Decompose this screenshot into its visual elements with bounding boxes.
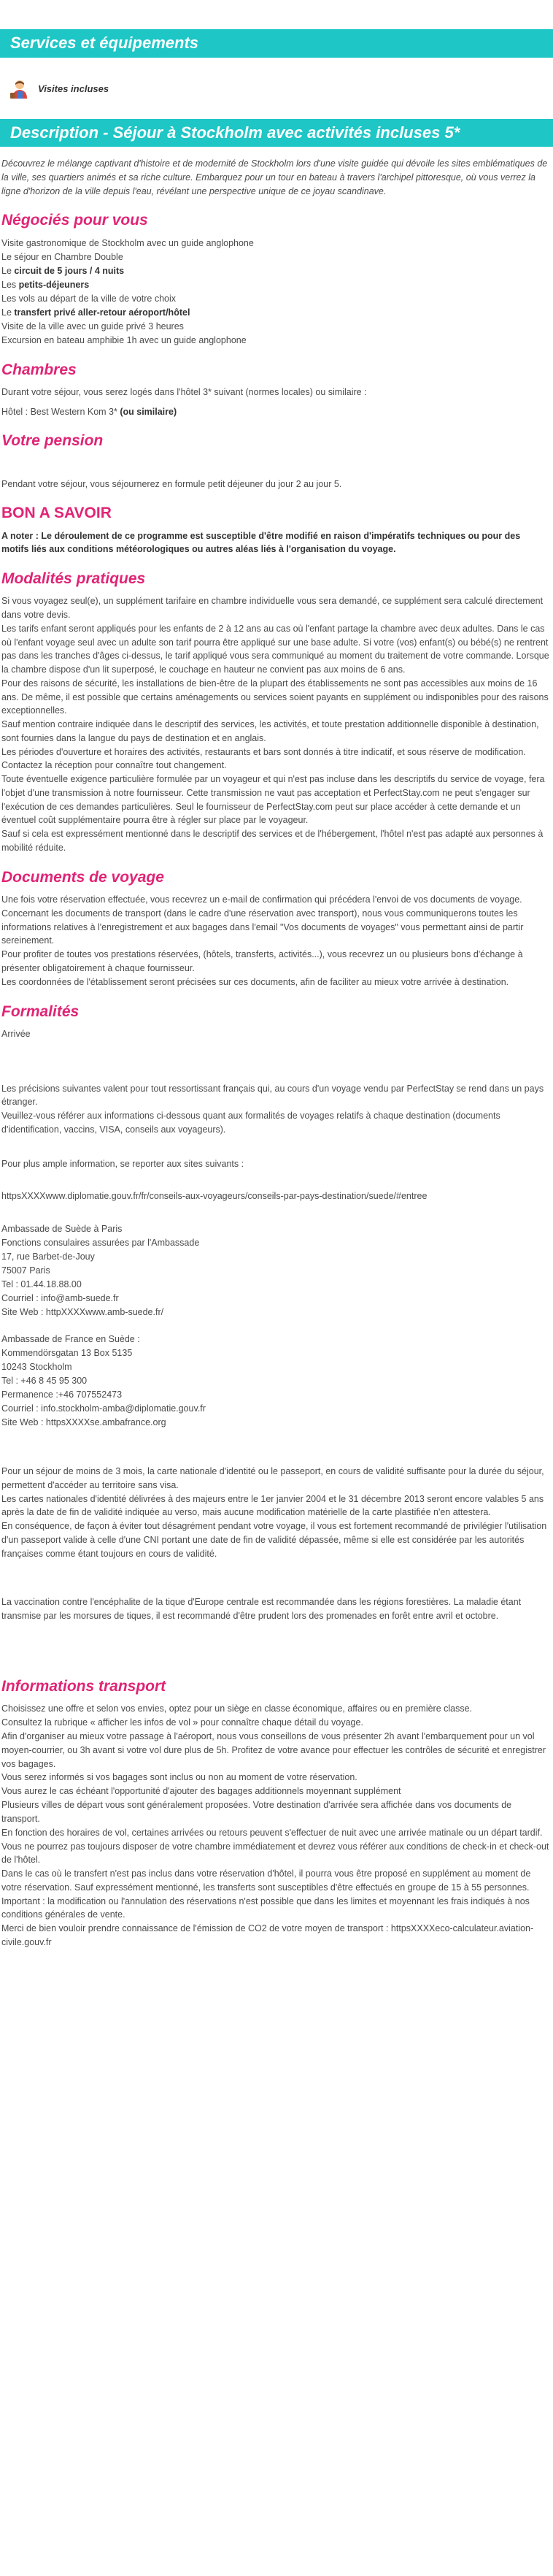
transport-paragraph: Consultez la rubrique « afficher les infos de vol » pour connaître chaque détail du voyage. bbox=[1, 1717, 363, 1728]
ambassade-france-email[interactable]: Courriel : info.stockholm-amba@diplomatie.gouv.fr bbox=[1, 1403, 206, 1414]
negocies-item: Le séjour en Chambre Double bbox=[1, 251, 123, 262]
ambassade-france-block bbox=[1, 1333, 550, 1430]
transport-paragraph: Important : la modification ou l'annulation des réservations n'est possible que dans les limites et moyennant les frais indiqués à nos conditions générales de vente. bbox=[1, 1895, 530, 1920]
chambres-intro: Durant votre séjour, vous serez logés dans l'hôtel 3* suivant (normes locales) ou similaire : bbox=[1, 386, 367, 397]
pension-text: Pendant votre séjour, vous séjournerez en formule petit déjeuner du jour 2 au jour 5. bbox=[1, 478, 342, 489]
documents-paragraph: Pour profiter de toutes vos prestations réservées, (hôtels, transferts, activités...), vous recevrez un ou plusieurs bons d'échange à présenter obligatoirement à chaque fournisseur. bbox=[1, 949, 523, 973]
formalites-more-info: Pour plus ample information, se reporter aux sites suivants : bbox=[1, 1158, 244, 1169]
modalites-paragraph: Si vous voyagez seul(e), un supplément tarifaire en chambre individuelle vous sera demandé, ce supplément sera calculé directement dans votre devis. bbox=[1, 596, 544, 621]
modalites-paragraph: Toute éventuelle exigence particulière formulée par un voyageur et qui n'est pas incluse dans les descriptifs du service de voyage, fera l'objet d'une transmission à notre fournisseur. Cette transmission ne vaut pas acceptation et PerfectStay.com ne peut s'engager sur l'exécution de ces demandes particulières. Seul le fournisseur de PerfectStay.com peut sur place accéder à cette demande et un éventuel coût supplémentaire pourra être à régler sur place par le voyageur. bbox=[1, 774, 545, 826]
negocies-item: Le circuit de 5 jours / 4 nuits bbox=[1, 265, 125, 276]
ambassade-suede-line: Ambassade de Suède à Paris bbox=[1, 1224, 123, 1235]
transport-paragraph: En fonction des horaires de vol, certaines arrivées ou retours peuvent s'effectuer de nuit avec une arrivée matinale ou un départ tardif. Vous ne pourrez pas toujours disposer de votre chambre immédiatement et devrez vous référer aux conditions de check-in et check-out de l'hôtel. bbox=[1, 1827, 549, 1866]
ambassade-france-line: Tel : +46 8 45 95 300 bbox=[1, 1376, 88, 1387]
sejour-block bbox=[1, 1465, 550, 1560]
negocies-item: Visite de la ville avec un guide privé 3 heures bbox=[1, 321, 184, 331]
included-visits-row bbox=[0, 68, 553, 106]
documents-paragraph: Concernant les documents de transport (dans le cadre d'une réservation avec transport), nous vous communiquerons toutes les informations relatives à l'enregistrement et aux bagages dans l'email "Vos documents de voyages" vous permettant ainsi de partir sereinement. bbox=[1, 908, 524, 946]
ambassade-suede-line: Tel : 01.44.18.88.00 bbox=[1, 1279, 82, 1290]
bon-a-savoir-text: A noter : Le déroulement de ce programme est susceptible d'être modifié en raison d'impératifs techniques ou pour des motifs liés aux conditions météorologiques ou autres aléas liés à l'organisation du voyage. bbox=[1, 530, 521, 555]
vaccination-text: La vaccination contre l'encéphalite de la tique d'Europe centrale est recommandée dans les régions forestières. La maladie étant transmise par les morsures de tiques, il est recommandé d'être prudent lors des promenades en forêt entre avril et octobre. bbox=[1, 1597, 522, 1622]
traveler-icon bbox=[9, 78, 31, 100]
negocies-item: Le transfert privé aller-retour aéroport/hôtel bbox=[1, 307, 190, 318]
description-content bbox=[0, 157, 553, 1950]
negocies-item: Excursion en bateau amphibie 1h avec un guide anglophone bbox=[1, 334, 247, 345]
sejour-paragraph: En conséquence, de façon à éviter tout désagrément pendant votre voyage, il vous est fortement recommandé de privilégier l'utilisation d'un passeport valide à celle d'une CNI portant une date de fin de validité dépassée, même si elle est considérée par les autorités françaises comme étant toujours en cours de validité. bbox=[1, 1521, 547, 1559]
transport-paragraph: Choisissez une offre et selon vos envies, optez pour un siège en classe économique, affaires ou en première classe. bbox=[1, 1703, 473, 1714]
documents-text bbox=[1, 893, 550, 989]
modalites-paragraph: Pour des raisons de sécurité, les installations de bien-être de la plupart des établissements ne sont pas accessibles aux moins de 16 ans. De même, il est possible que certains aménagements ou services soient payants en supplément ou indisponibles pour des raisons exceptionnelles. bbox=[1, 678, 549, 716]
formalites-arrivee: Arrivée bbox=[1, 1028, 31, 1039]
transport-paragraph: Dans le cas où le transfert n'est pas inclus dans votre réservation d'hôtel, il pourra vous être proposé en supplément au moment de votre réservation. Sauf expressément mentionné, les transferts sont susceptibles d'être effectués en groupe de 15 à 55 personnes. bbox=[1, 1868, 531, 1893]
pension-title: Votre pension bbox=[1, 432, 104, 450]
negocies-item: Les vols au départ de la ville de votre choix bbox=[1, 293, 177, 304]
transport-paragraph: Vous aurez le cas échéant l'opportunité d'ajouter des bagages additionnels moyennant supplément bbox=[1, 1786, 401, 1797]
transport-paragraph: Afin d'organiser au mieux votre passage à l'aéroport, nous vous conseillons de vous présenter 2h avant l'embarquement pour un vol moyen-courrier, ou 3h avant si votre vol dure plus de 5h. Profitez de votre avance pour effectuer les contrôles de sécurité et enregistrer vos bagages. bbox=[1, 1731, 546, 1769]
documents-paragraph: Les coordonnées de l'établissement seront précisées sur ces documents, afin de faciliter au mieux votre arrivée à destination. bbox=[1, 976, 509, 987]
ambassade-suede-line: Fonctions consulaires assurées par l'Ambassade bbox=[1, 1238, 200, 1249]
sejour-paragraph: Les cartes nationales d'identité délivrées à des majeurs entre le 1er janvier 2004 et le 31 décembre 2013 seront encore valables 5 ans après la date de fin de validité indiquée au verso, mais aucune modification matérielle de la carte plastifiée n'en attestera. bbox=[1, 1493, 544, 1518]
description-intro: Découvrez le mélange captivant d'histoire et de modernité de Stockholm lors d'une visite guidée qui dévoile les sites emblématiques de la ville, ses quartiers animés et sa riche culture. Embarquez pour un tour en bateau à travers l'archipel pittoresque, où vous verrez la ligne d'horizon de la ville depuis l'eau, révélant une perspective unique de ce joyau scandinave. bbox=[1, 158, 548, 196]
documents-title: Documents de voyage bbox=[1, 868, 164, 886]
formalites-paragraph: Veuillez-vous référer aux informations ci-dessous quant aux formalités de voyages relatifs à chaque destination (documents d'identification, vaccins, VISA, conseils aux voyageurs). bbox=[1, 1111, 500, 1135]
formalites-paragraph: Les précisions suivantes valent pour tout ressortissant français qui, au cours d'un voyage vendu par PerfectStay se rend dans un pays étranger. bbox=[1, 1083, 544, 1108]
modalites-title: Modalités pratiques bbox=[1, 570, 146, 588]
modalites-text bbox=[1, 594, 550, 854]
sejour-paragraph: Pour un séjour de moins de 3 mois, la carte nationale d'identité ou le passeport, en cours de validité suffisante pour la durée du séjour, permettent d'accéder au territoire sans visa. bbox=[1, 1466, 544, 1490]
transport-paragraph: Plusieurs villes de départ vous sont généralement proposées. Votre destination d'arrivée sera affichée dans vos documents de transport. bbox=[1, 1800, 512, 1825]
ambassade-france-line: Ambassade de France en Suède : bbox=[1, 1334, 140, 1345]
negocies-item: Les petits-déjeuners bbox=[1, 279, 90, 290]
modalites-paragraph: Les tarifs enfant seront appliqués pour les enfants de 2 à 12 ans au cas où l'enfant partage la chambre avec deux adultes. Dans le cas où l'enfant voyage seul avec un adulte son tarif pourra être appliqué sur une base adulte. Si votre (vos) enfant(s) ou bébé(s) ne rentrent pas dans les tranches d'âges ci-dessus, le tarif appliqué vous sera communiqué au moment du traitement de votre commande. Lorsque la chambre dispose d'un lit superposé, le couchage en hauteur ne convient pas aux moins de 6 ans. bbox=[1, 623, 549, 675]
ambassade-france-line: 10243 Stockholm bbox=[1, 1362, 72, 1373]
formalites-intro bbox=[1, 1082, 550, 1137]
ambassade-france-line: Permanence :+46 707552473 bbox=[1, 1389, 123, 1400]
negocies-list bbox=[1, 237, 550, 348]
transport-co2-link[interactable]: Merci de bien vouloir prendre connaissance de l'émission de CO2 de votre moyen de transport : httpsXXXXeco-calculateur.aviation-civile.gouv.fr bbox=[1, 1923, 534, 1947]
transport-title: Informations transport bbox=[1, 1677, 166, 1695]
included-visits-label: Visites incluses bbox=[38, 83, 109, 94]
chambres-title: Chambres bbox=[1, 361, 77, 378]
modalites-paragraph: Sauf si cela est expressément mentionné dans le descriptif des services et de l'hébergement, l'hôtel n'est pas adapté aux personnes à mobilité réduite. bbox=[1, 829, 544, 853]
ambassade-france-website[interactable]: Site Web : httpsXXXXse.ambafrance.org bbox=[1, 1417, 166, 1428]
description-banner: Description - Séjour à Stockholm avec activités incluses 5* bbox=[0, 119, 553, 147]
formalites-title: Formalités bbox=[1, 1003, 80, 1020]
services-banner: Services et équipements bbox=[0, 29, 553, 58]
ambassade-suede-line: 17, rue Barbet-de-Jouy bbox=[1, 1251, 95, 1262]
modalites-paragraph: Les périodes d'ouverture et horaires des activités, restaurants et bars sont donnés à titre indicatif, et sous réserve de modification. Contactez la réception pour connaître tout changement. bbox=[1, 746, 526, 771]
ambassade-suede-website[interactable]: Site Web : httpXXXXwww.amb-suede.fr/ bbox=[1, 1307, 164, 1318]
chambres-hotel: Hôtel : Best Western Kom 3* (ou similaire) bbox=[1, 406, 177, 417]
formalites-site-link[interactable]: httpsXXXXwww.diplomatie.gouv.fr/fr/conseils-aux-voyageurs/conseils-par-pays-destination/suede/#entree bbox=[1, 1191, 428, 1202]
transport-text bbox=[1, 1702, 550, 1950]
ambassade-suede-line: 75007 Paris bbox=[1, 1265, 50, 1276]
transport-paragraph: Vous serez informés si vos bagages sont inclus ou non au moment de votre réservation. bbox=[1, 1772, 357, 1783]
modalites-paragraph: Sauf mention contraire indiquée dans le descriptif des services, les activités, et toute prestation additionnelle disponible à destination, sont fournies dans la langue du pays de destination et en anglais. bbox=[1, 719, 539, 743]
documents-paragraph: Une fois votre réservation effectuée, vous recevrez un e-mail de confirmation qui précédera l'envoi de vos documents de voyage. bbox=[1, 894, 522, 905]
negocies-item: Visite gastronomique de Stockholm avec un guide anglophone bbox=[1, 237, 254, 248]
ambassade-suede-block bbox=[1, 1222, 550, 1319]
bon-a-savoir-title: BON A SAVOIR bbox=[1, 505, 112, 522]
ambassade-france-line: Kommendörsgatan 13 Box 5135 bbox=[1, 1348, 133, 1359]
ambassade-suede-email[interactable]: Courriel : info@amb-suede.fr bbox=[1, 1293, 119, 1304]
negocies-title: Négociés pour vous bbox=[1, 212, 148, 229]
